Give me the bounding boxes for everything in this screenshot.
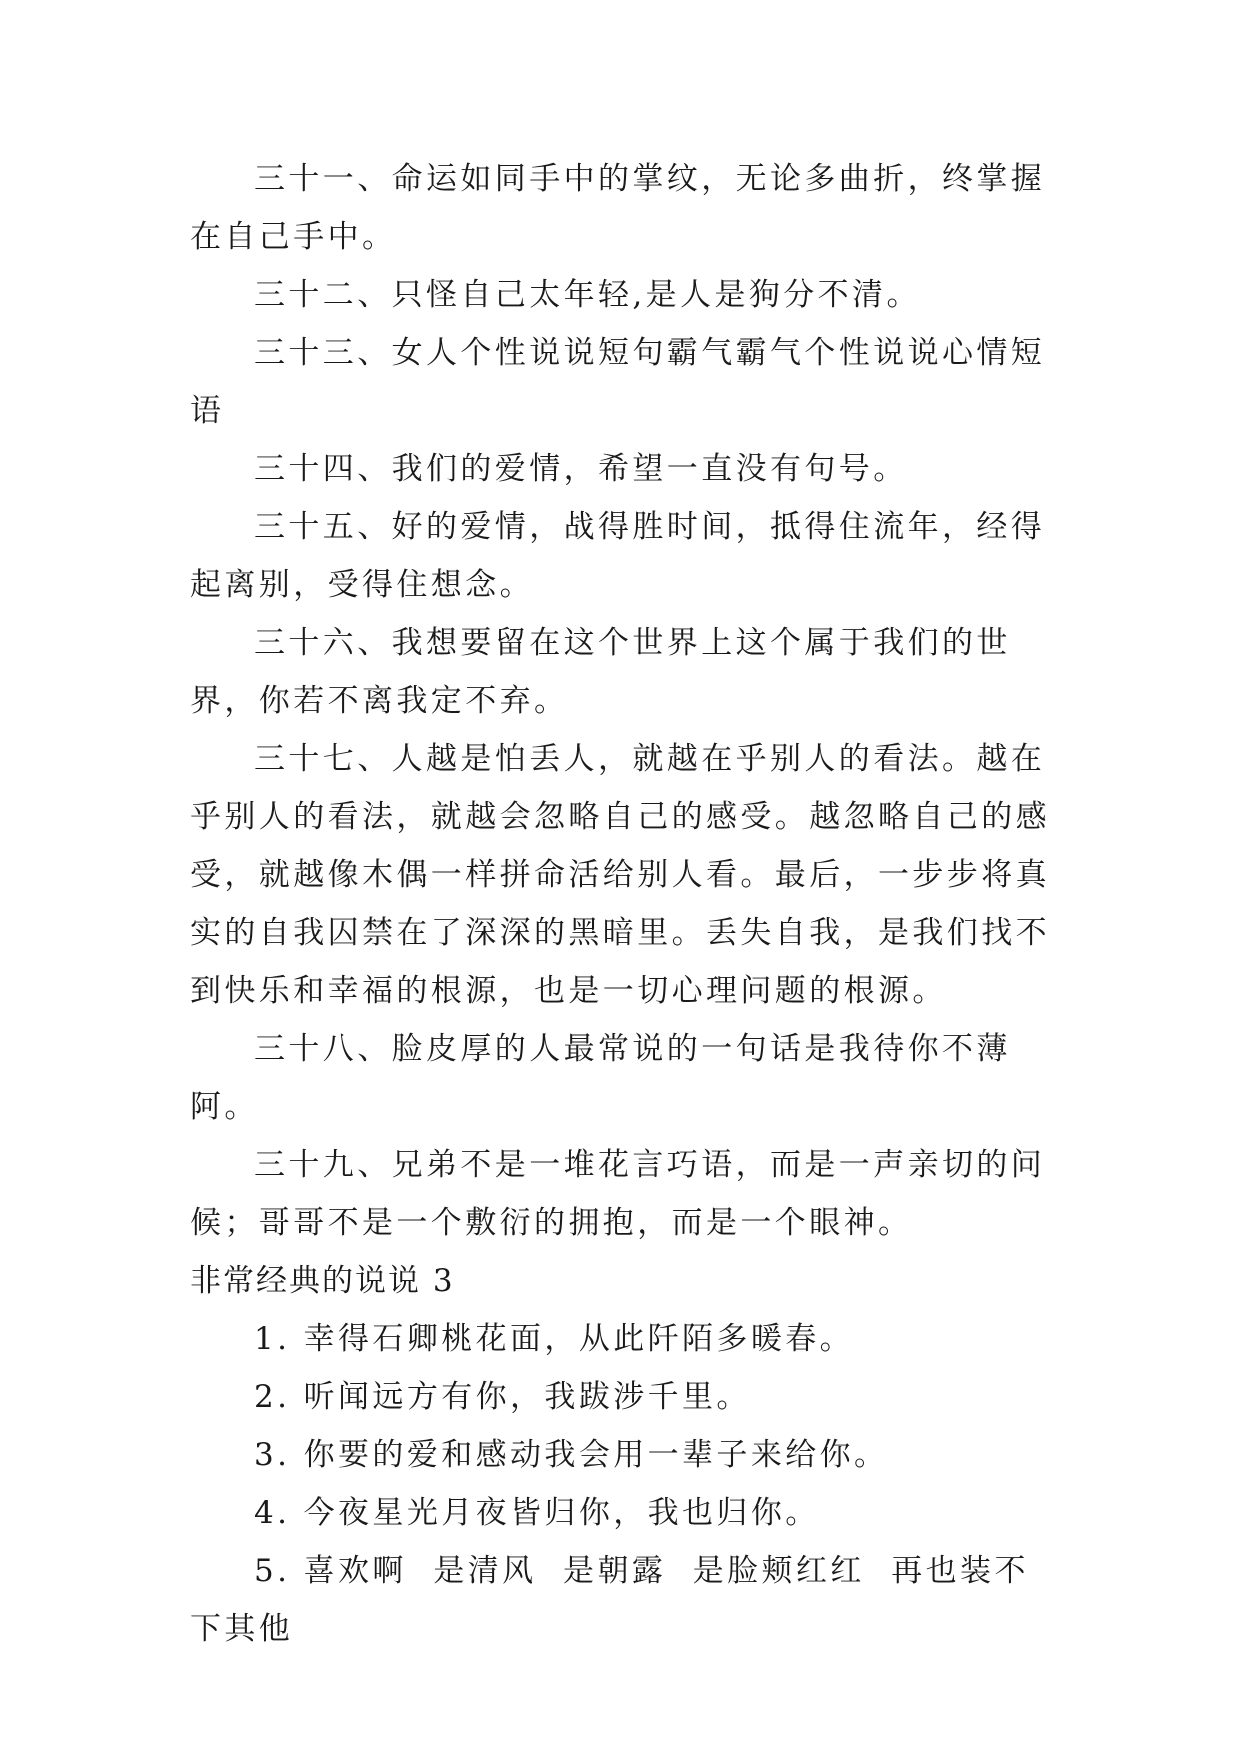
paragraph-34: 三十四、我们的爱情，希望一直没有句号。 <box>254 451 908 487</box>
paragraph-32: 三十二、只怪自己太年轻,是人是狗分不清。 <box>254 277 921 313</box>
document-body <box>190 150 1056 1658</box>
list-item-4: 4. 今夜星光月夜皆归你，我也归你。 <box>254 1495 820 1531</box>
list-item-3: 3. 你要的爱和感动我会用一辈子来给你。 <box>254 1437 889 1473</box>
paragraph-35: 三十五、好的爱情，战得胜时间，抵得住流年，经得起离别，受得住想念。 <box>190 509 1046 603</box>
paragraph-39: 三十九、兄弟不是一堆花言巧语，而是一声亲切的问候；哥哥不是一个敷衍的拥抱，而是一个眼神。 <box>190 1147 1046 1241</box>
paragraph-37: 三十七、人越是怕丢人，就越在乎别人的看法。越在乎别人的看法，就越会忽略自己的感受。越忽略自己的感受，就越像木偶一样拼命活给别人看。最后，一步步将真实的自我囚禁在了深深的黑暗里。丢失自我，是我们找不到快乐和幸福的根源，也是一切心理问题的根源。 <box>190 741 1050 1009</box>
paragraph-31: 三十一、命运如同手中的掌纹，无论多曲折，终掌握在自己手中。 <box>190 161 1046 255</box>
paragraph-38: 三十八、脸皮厚的人最常说的一句话是我待你不薄阿。 <box>190 1031 1011 1125</box>
paragraph-33: 三十三、女人个性说说短句霸气霸气个性说说心情短语 <box>190 335 1046 429</box>
section-heading: 非常经典的说说 3 <box>190 1263 455 1299</box>
list-item-5: 5. 喜欢啊 是清风 是朝露 是脸颊红红 再也装不下其他 <box>190 1553 1029 1647</box>
list-item-1: 1. 幸得石卿桃花面，从此阡陌多暖春。 <box>254 1321 855 1357</box>
list-item-2: 2. 听闻远方有你，我跋涉千里。 <box>254 1379 751 1415</box>
paragraph-36: 三十六、我想要留在这个世界上这个属于我们的世界，你若不离我定不弃。 <box>190 625 1011 719</box>
